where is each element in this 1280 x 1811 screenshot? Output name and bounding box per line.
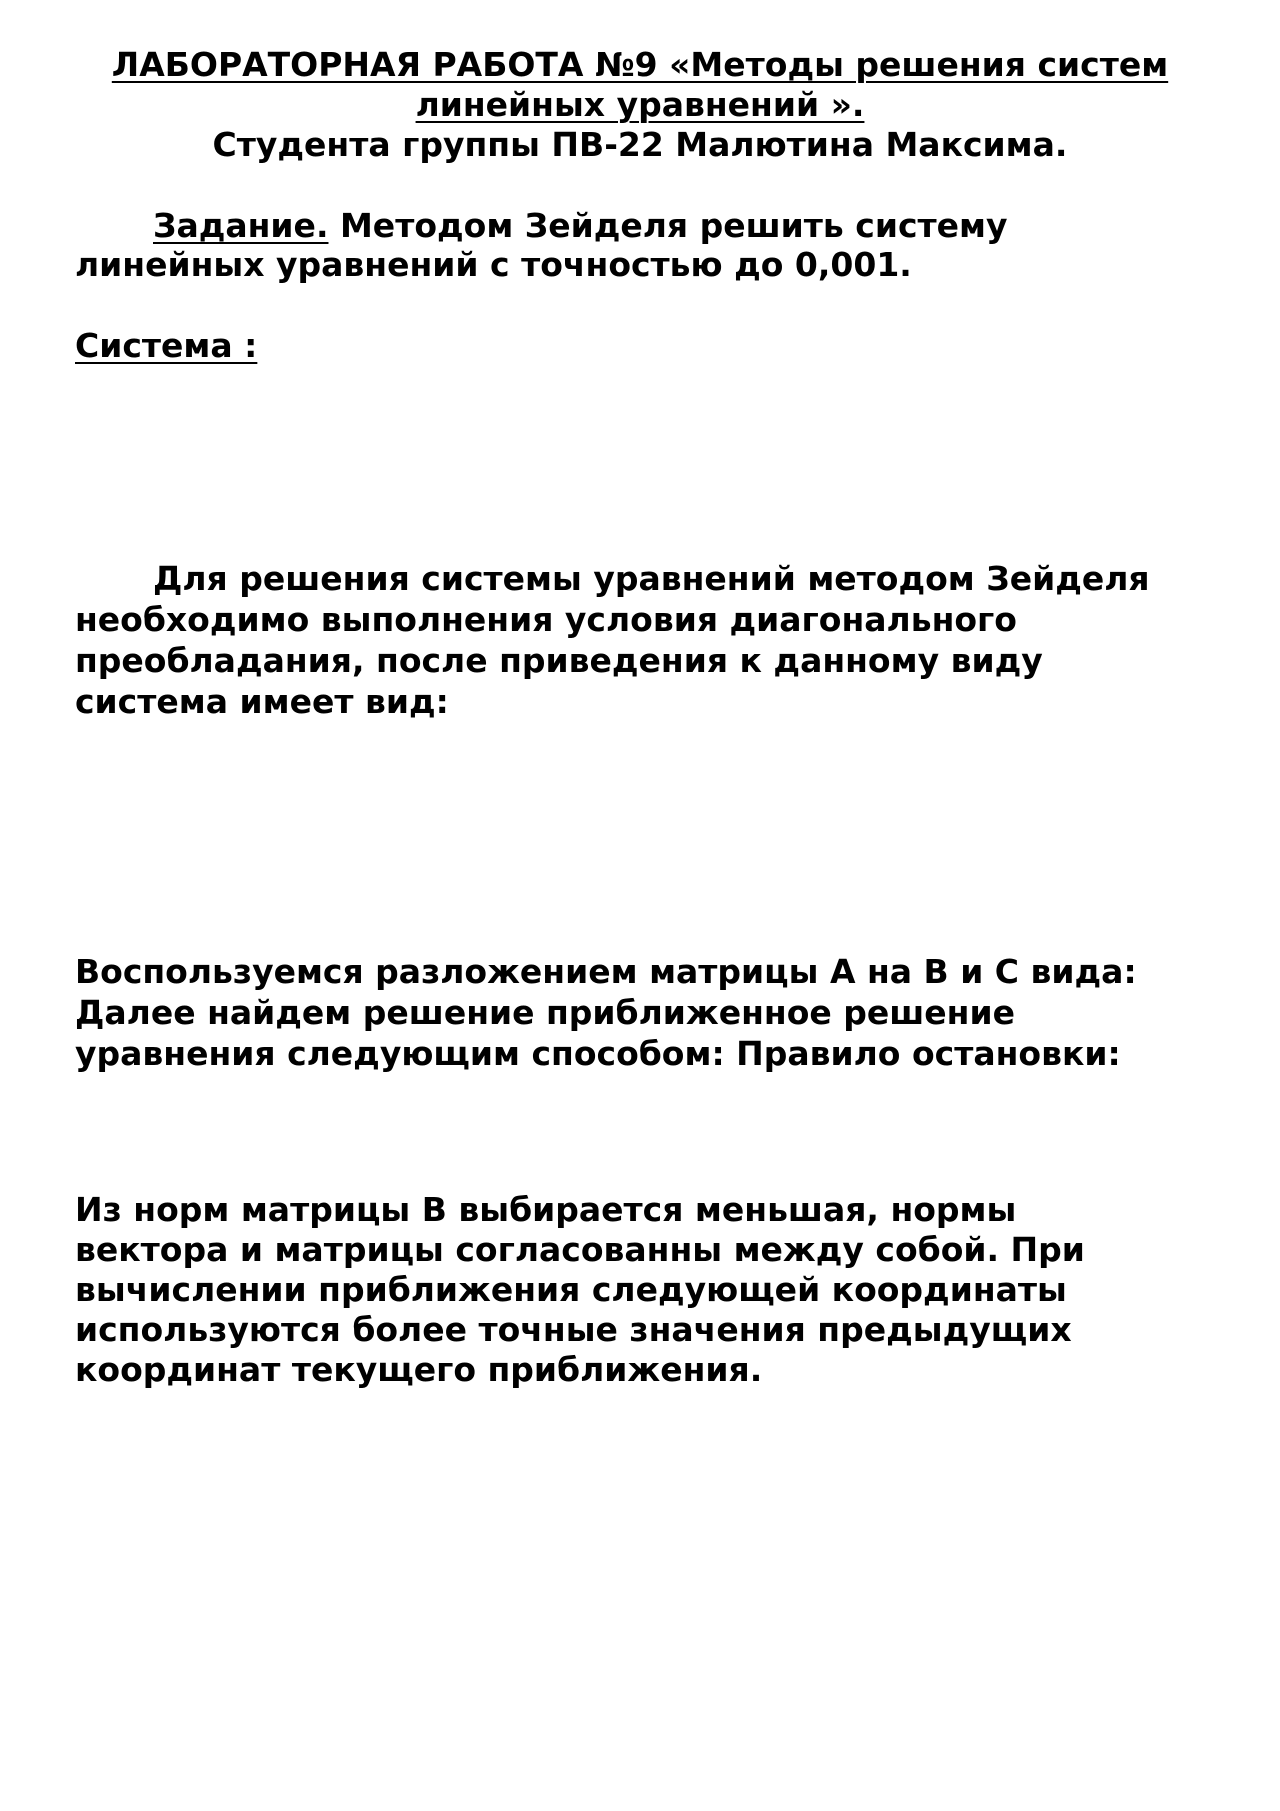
task-line-2: линейных уравнений с точностью до 0,001. [75,245,912,284]
paragraph1-line-3: преобладания, после приведения к данному виду [75,641,1043,680]
system-heading [75,325,1215,366]
task-line-1 [75,205,1215,246]
paragraph3-line-1: Из норм матрицы В выбирается меньшая, нормы [75,1190,1017,1229]
paragraph3-line-4: используются более точные значения предыдущих [75,1310,1072,1349]
paragraph3-line-3: вычислении приближения следующей координаты [75,1270,1067,1309]
document-title-line-1 [75,45,1205,85]
paragraph2-line-3: уравнения следующим способом: Правило остановки: [75,1034,1121,1073]
student-line: Студента группы ПВ-22 Малютина Максима. [212,125,1068,164]
paragraph1-line-1 [75,558,1215,599]
title-text-1: ЛАБОРАТОРНАЯ РАБОТА №9 «Методы решения систем [111,45,1169,84]
paragraph2-line-1: Воспользуемся разложением матрицы А на В и С вида: [75,952,1137,991]
task-text-1: Методом Зейделя решить систему [328,206,1008,245]
task-label: Задание. [153,206,329,245]
paragraph3-line-2: вектора и матрицы согласованны между собой. При [75,1230,1085,1269]
document-title-line-2 [75,85,1205,125]
paragraph1-text-1: Для решения системы уравнений методом Зейделя [153,559,1150,598]
paragraph2-line-2: Далее найдем решение приближенное решение [75,993,1015,1032]
system-label: Система : [75,326,258,365]
paragraph1-line-4: система имеет вид: [75,682,449,721]
paragraph3-line-5: координат текущего приближения. [75,1350,763,1389]
paragraph1-line-2: необходимо выполнения условия диагонального [75,600,1017,639]
title-text-2: линейных уравнений ». [415,85,865,124]
